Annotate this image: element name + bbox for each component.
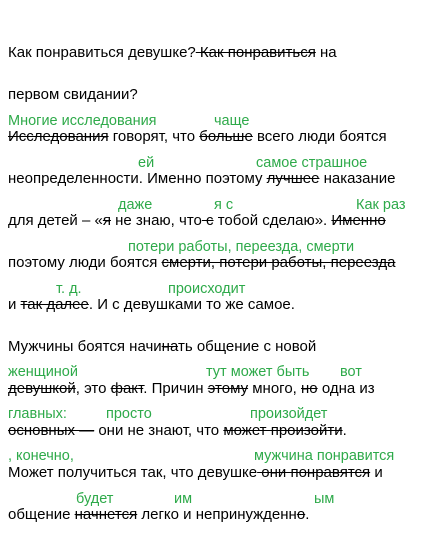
text-segment: говорят, что [108,128,200,145]
correction-text: происходит [168,281,246,297]
text-line-12 [8,506,309,524]
text-line-3 [8,128,387,146]
text-segment: не знаю, что [110,212,202,229]
text-segment: и [370,464,383,481]
text-line-10 [8,422,347,440]
text-segment: всего люди боятся [252,128,387,145]
text-segment: на [315,44,337,61]
struck-text: так далее [20,296,89,313]
struck-text: больше [199,128,253,145]
text-line-6 [8,254,395,272]
struck-text: смерти, потери работы, переезда [161,254,396,271]
correction-text: произойдет [250,406,328,422]
text-segment: первом свидании? [8,86,138,103]
struck-text: основных — [8,422,95,439]
struck-text: этому [207,380,249,397]
struck-text: с [201,212,214,229]
text-segment: легко и непринужденн [137,506,297,523]
text-segment: неопределенности. Именно поэтому [8,170,267,187]
text-segment: они не знают, что [94,422,224,439]
struck-text: может произойти [223,422,343,439]
text-segment: . [342,422,347,439]
correction-text: ым [314,491,335,507]
text-line-2 [8,86,138,104]
correction-text: тут может быть [206,364,310,380]
text-line-5 [8,212,386,230]
text-segment: и [8,296,21,313]
struck-text: начнется [74,506,138,523]
text-segment: Мужчины боятся начи [8,338,162,355]
text-segment: . [305,506,310,523]
struck-text: девушкой [8,380,76,397]
text-segment: много, [248,380,302,397]
correction-text: , конечно, [8,448,74,464]
struck-text: лучшее [266,170,320,187]
correction-text: вот [340,364,362,380]
text-line-1 [8,44,337,62]
correction-text: т. д. [56,281,82,297]
correction-text: я с [214,197,234,213]
correction-text: главных: [8,406,67,422]
struck-text: они понравятся [257,464,371,481]
correction-text: чаще [214,113,250,129]
text-segment: для детей – « [8,212,103,229]
text-line-11 [8,464,383,482]
struck-text: факт [110,380,144,397]
text-segment: поэтому люди боятся [8,254,162,271]
text-line-8 [8,338,316,356]
correction-text: даже [118,197,153,213]
text-segment: . Причин [143,380,208,397]
struck-text: на [161,338,178,355]
struck-text: Именно [331,212,386,229]
correction-text: ей [138,155,155,171]
text-segment: одна из [317,380,375,397]
text-line-9 [8,380,375,398]
correction-text: им [174,491,193,507]
text-line-7 [8,296,295,314]
text-segment: Как понравиться девушке? [8,44,196,61]
struck-text: Как понравиться [195,44,316,61]
text-segment: Может получиться так, что девушке [8,464,258,481]
correction-text: Как раз [356,197,406,213]
struck-text: Исследования [8,128,109,145]
text-line-4 [8,170,396,188]
text-segment: . И с девушками то же самое. [88,296,295,313]
text-segment: ть общение с новой [177,338,317,355]
text-segment: тобой сделаю». [213,212,332,229]
text-segment: наказание [319,170,396,187]
correction-text: просто [106,406,152,422]
correction-text: потери работы, переезда, смерти [128,239,355,255]
correction-text: Многие исследования [8,113,157,129]
struck-text: но [301,380,318,397]
correction-text: женщиной [8,364,78,380]
correction-text: будет [76,491,114,507]
correction-text: мужчина понравится [254,448,395,464]
struck-text: я [102,212,111,229]
text-segment: , это [75,380,111,397]
struck-text: о [296,506,306,523]
correction-text: самое страшное [256,155,368,171]
text-segment: общение [8,506,75,523]
